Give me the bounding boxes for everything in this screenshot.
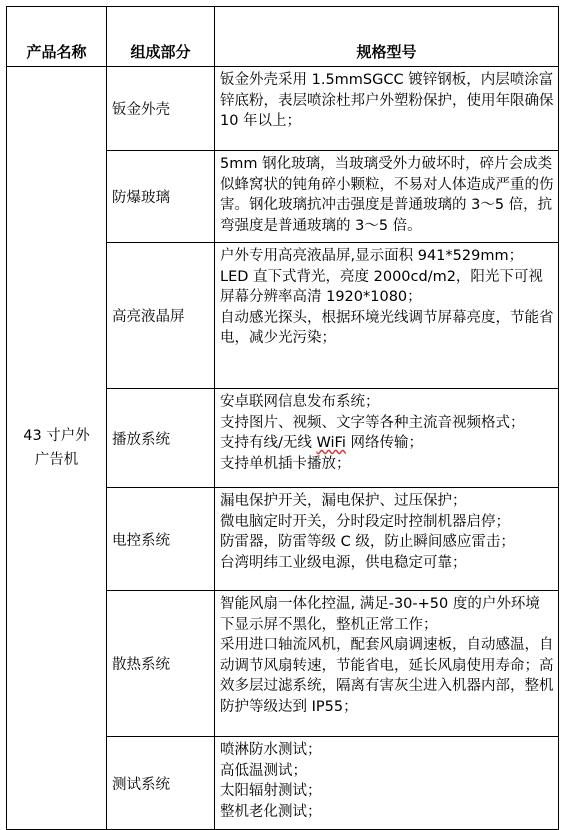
header-part: 组成部分 (107, 7, 215, 67)
spec-line: 台湾明纬工业级电源，供电稳定可靠； (220, 554, 467, 571)
product-name-cell (7, 67, 107, 830)
spec-line: 高低温测试； (220, 762, 307, 779)
spec-cell (215, 243, 559, 389)
spec-cell (215, 67, 559, 151)
spec-line: 安卓联网信息发布系统； (220, 394, 380, 410)
part-name: 钣金外壳 (107, 67, 215, 151)
part-name: 电控系统 (107, 488, 215, 591)
spec-line: 5mm 钢化玻璃，当玻璃受外力破坏时，碎片会成类似蜂窝状的钝角碎小颗粒，不易对人体造成严重的伤害。钢化玻璃抗冲击强度是普通玻璃的 3～5 倍，抗弯强度是普通玻璃的 3～5 倍。 (220, 156, 554, 234)
spec-line: 漏电保护开关，漏电保护、过压保护； (220, 493, 467, 509)
spec-table (6, 6, 559, 830)
part-name: 高亮液晶屏 (107, 243, 215, 389)
spec-line: 智能风扇一体化控温, 满足-30-+50 度的户外环境下显示屏不黑化，整机正常工作； (220, 596, 540, 633)
part-name: 播放系统 (107, 389, 215, 488)
spec-line: 自动感光探头，根据环境光线调节屏幕亮度，节能省电，减少光污染； (220, 309, 554, 346)
spec-line: 喷淋防水测试； (220, 742, 322, 758)
header-spec: 规格型号 (215, 7, 559, 67)
part-name: 测试系统 (107, 737, 215, 830)
spec-line: 钣金外壳采用 1.5mmSGCC 镀锌钢板，内层喷涂富锌底粉，表层喷涂杜邦户外塑粉保护，使用年限确保 10 年以上； (220, 72, 554, 129)
spec-line: 支持有线/无线 WiFi 网络传输； (220, 435, 423, 451)
spec-line: 微电脑定时开关，分时段定时控制机器启停； (220, 513, 510, 530)
spec-cell (215, 591, 559, 737)
spec-cell (215, 151, 559, 243)
spec-cell (215, 389, 559, 488)
header-product: 产品名称 (7, 7, 107, 67)
spec-line: 支持图片、视频、文字等各种主流音视频格式； (220, 414, 525, 431)
spec-cell (215, 488, 559, 591)
part-name: 防爆玻璃 (107, 151, 215, 243)
header-row (7, 7, 559, 67)
spec-line: 采用进口轴流风机，配套风扇调速板，自动感温，自动调节风扇转速，节能省电，延长风扇使用寿命；高效多层过滤系统，隔离有害灰尘进入机器内部，整机防护等级达到 IP55； (220, 637, 554, 715)
table-row (7, 67, 559, 151)
spec-line: 户外专用高亮液晶屏,显示面积 941*529mm； (220, 248, 524, 264)
spec-line: 整机老化测试； (220, 803, 322, 820)
spec-line: 支持单机插卡播放； (220, 455, 351, 472)
spec-line: 防雷器，防雷等级 C 级，防止瞬间感应雷击； (220, 534, 515, 550)
spec-line: 太阳辐射测试； (220, 783, 322, 799)
spec-cell (215, 737, 559, 830)
part-name: 散热系统 (107, 591, 215, 737)
spec-line: 屏幕分辨率高清 1920*1080； (220, 289, 422, 305)
spec-line: LED 直下式背光，亮度 2000cd/m2，阳光下可视 (220, 268, 543, 285)
product-name-line1: 43 寸户外 (23, 428, 90, 444)
product-name-line2: 广告机 (34, 452, 79, 468)
wifi-spellcheck-mark: WiFi (316, 435, 346, 451)
